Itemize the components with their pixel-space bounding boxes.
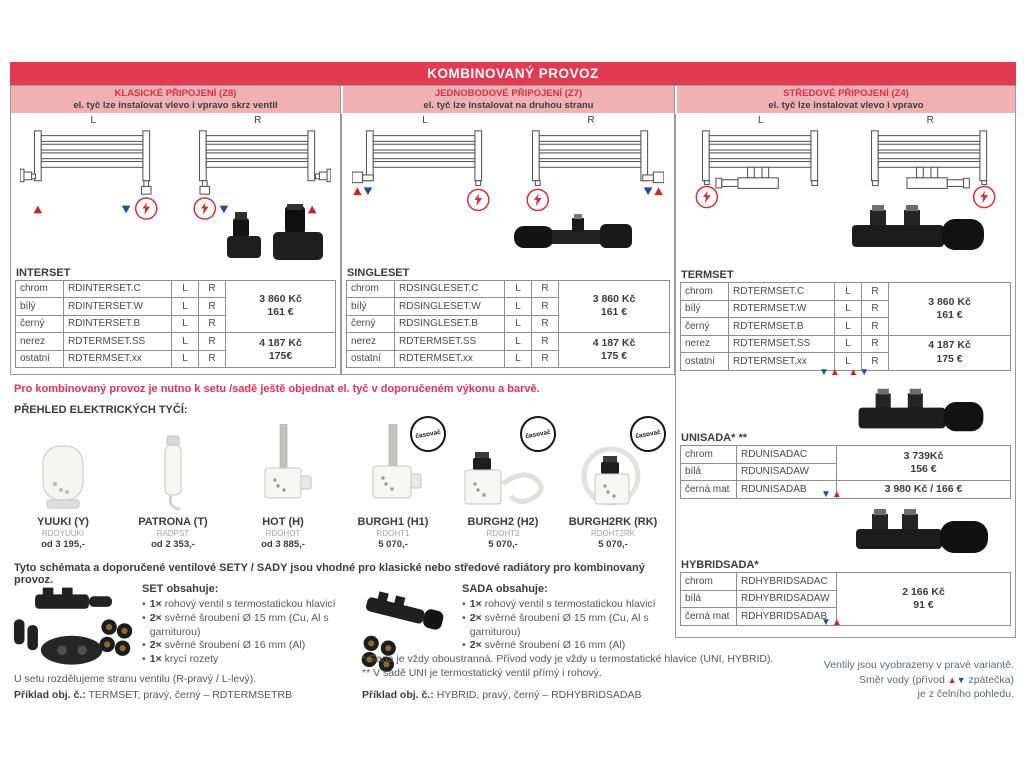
table-row: nerez RDTERMSET.SS L R 4 187 Kč 175€ bbox=[16, 333, 336, 351]
table-row: černý RDTERMSET.B L R bbox=[681, 318, 1011, 336]
radiator-diagram-left bbox=[349, 115, 501, 223]
column-title: KLASICKÉ PŘIPOJENÍ (Z8) bbox=[114, 88, 237, 99]
diagram-left-label: L bbox=[422, 115, 428, 126]
return-arrow-icon bbox=[644, 187, 653, 195]
timer-stamp-icon: časovač bbox=[627, 413, 669, 455]
singleset-table bbox=[346, 280, 670, 369]
code-cell: RDTERMSET.xx bbox=[64, 350, 172, 368]
price-cell: 3 739Kč 156 € bbox=[837, 446, 1011, 481]
price-cell: 4 187 Kč 175 € bbox=[559, 333, 670, 368]
table-row: ostatní RDTERMSET.xx L R bbox=[681, 353, 1011, 371]
order-example: Příklad obj. č.: TERMSET, pravý, černý – RDTERMSETRB bbox=[14, 688, 293, 701]
page-title: KOMBINOVANÝ PROVOZ bbox=[427, 66, 599, 81]
valve-view-note-2: Směr vody (přívod ▲▼ zpátečka) bbox=[859, 673, 1014, 686]
left-footnote bbox=[14, 672, 354, 704]
rod-burgh2rk: časovač BURGH2RK (RK) RDOHT2RK 5 070,- bbox=[558, 420, 668, 550]
return-arrow-icon: ▼ bbox=[821, 617, 832, 628]
singleset-product-photo bbox=[514, 214, 639, 265]
valve-view-note-1: Ventily jsou vyobrazeny v pravé variantě. bbox=[823, 659, 1014, 671]
column-subtitle: el. tyč lze instalovat na druhou stranu bbox=[423, 100, 594, 111]
list-item: • 2× svěrné šroubení Ø 16 mm (Al) bbox=[462, 639, 677, 653]
set-kit-photo bbox=[12, 586, 137, 677]
table-row: bílý RDSINGLESET.W L R bbox=[347, 298, 670, 316]
table-row: nerez RDTERMSET.SS L R 4 187 Kč 175 € bbox=[347, 333, 670, 351]
code-cell: RDINTERSET.B bbox=[64, 315, 172, 333]
interset-product-photo bbox=[223, 204, 333, 271]
electric-rods-row bbox=[8, 420, 670, 550]
price-cell: 4 187 Kč 175 € bbox=[889, 335, 1011, 370]
table-row: černá mat RDHYBRIDSADAB bbox=[681, 608, 1011, 626]
flow-direction-arrows bbox=[821, 489, 843, 500]
column-subtitle: el. tyč lze instalovat vlevo i vpravo bbox=[768, 100, 924, 111]
diagram-left-label: L bbox=[757, 115, 764, 126]
diagram-left-label: L bbox=[90, 115, 97, 126]
column-title: STŘEDOVÉ PŘIPOJENÍ (Z4) bbox=[783, 88, 909, 99]
diagram-right-label: R bbox=[587, 115, 595, 126]
patrona-photo bbox=[141, 420, 205, 514]
table-row: ostatní RDTERMSET.xx L R bbox=[16, 350, 336, 368]
timer-stamp-icon: časovač bbox=[517, 413, 559, 455]
connection-diagram-z7 bbox=[342, 114, 674, 223]
list-item: • 1× rohový ventil s termostatickou hlavicí bbox=[142, 598, 367, 612]
flow-direction-arrows bbox=[821, 617, 843, 628]
return-arrow-icon bbox=[364, 187, 373, 195]
page-title-bar bbox=[10, 62, 1016, 85]
table-row: černý RDSINGLESET.B L R bbox=[347, 315, 670, 333]
supply-arrow-icon: ▲ bbox=[947, 674, 957, 685]
return-arrow-icon: ▼ bbox=[956, 674, 966, 685]
column-klasicke-z8 bbox=[10, 85, 341, 375]
radiator-diagram-right bbox=[515, 115, 667, 223]
color-cell: ostatní bbox=[16, 350, 64, 368]
table-row: černá mat RDUNISADAB 3 980 Kč / 166 € bbox=[681, 481, 1011, 499]
price-cell: 2 166 Kč 91 € bbox=[837, 573, 1011, 626]
rods-heading: PŘEHLED ELEKTRICKÝCH TYČÍ: bbox=[14, 404, 188, 416]
sada-contents-heading: SADA obsahuje: bbox=[462, 583, 548, 595]
radiator-schematic-icon bbox=[688, 127, 834, 221]
product-name: HYBRIDSADA* bbox=[681, 559, 759, 571]
radiator-diagram-left bbox=[685, 115, 837, 223]
product-name: SINGLESET bbox=[347, 266, 410, 279]
list-item: • 1× krycí rozety bbox=[142, 653, 367, 667]
flow-direction-arrows bbox=[819, 367, 870, 378]
table-row: chrom RDSINGLESET.C L R 3 860 Kč 161 € bbox=[347, 280, 670, 298]
color-cell: bílý bbox=[16, 298, 64, 316]
set-contents-heading: SET obsahuje: bbox=[142, 583, 219, 595]
hot-photo bbox=[251, 420, 315, 514]
return-arrow-icon: ▼ bbox=[819, 367, 830, 378]
supply-arrow-icon bbox=[353, 187, 362, 195]
diagram-right-label: R bbox=[926, 115, 934, 126]
product-name: UNISADA* ** bbox=[681, 432, 748, 444]
code-cell: RDINTERSET.W bbox=[64, 298, 172, 316]
singleset-table-block bbox=[346, 267, 670, 369]
left-cell: L bbox=[172, 280, 199, 298]
hybridsada-table-block bbox=[680, 559, 1011, 626]
column-title: JEDNOBODOVÉ PŘIPOJENÍ (Z7) bbox=[434, 88, 583, 99]
list-item: • 2× svěrné šroubení Ø 16 mm (Al) bbox=[142, 639, 367, 653]
table-row: chrom RDHYBRIDSADAC 2 166 Kč 91 € bbox=[681, 573, 1011, 591]
supply-arrow-icon: ▲ bbox=[848, 367, 860, 378]
table-row: ostatní RDTERMSET.xx L R bbox=[347, 350, 670, 368]
rod-patrona: PATRONA (T) RADPST od 2 353,- bbox=[118, 420, 228, 550]
supply-arrow-icon bbox=[654, 187, 663, 195]
interset-table bbox=[15, 280, 336, 369]
list-item: • 2× svěrné šroubení Ø 15 mm (Cu, Al s garniturou) bbox=[142, 612, 367, 639]
color-cell: černý bbox=[16, 315, 64, 333]
color-cell: chrom bbox=[16, 280, 64, 298]
sets-note: Tyto schémata a doporučené ventilové SETY / SADY jsou vhodné pro klasické nebo středové radiátory pro kombinovaný provoz. bbox=[14, 562, 645, 586]
sada-contents-box bbox=[462, 582, 677, 653]
price-cell: 3 860 Kč 161 € bbox=[226, 280, 336, 333]
valve-view-note-3: je z čelního pohledu. bbox=[917, 688, 1014, 701]
price-cell: 3 980 Kč / 166 € bbox=[837, 481, 1011, 499]
hybridsada-product-photo bbox=[854, 504, 999, 564]
table-row: nerez RDTERMSET.SS L R 4 187 Kč 175 € bbox=[681, 335, 1011, 353]
column-header bbox=[675, 86, 1015, 114]
valve-side-note: U setu rozdělujeme stranu ventilu (R-pravý / L-levý). bbox=[14, 673, 257, 685]
hybridsada-table bbox=[680, 572, 1011, 626]
yuuki-photo bbox=[31, 420, 95, 514]
table-row: bílý RDINTERSET.W L R bbox=[16, 298, 336, 316]
termset-table bbox=[680, 282, 1011, 371]
price-cell: 3 860 Kč 161 € bbox=[559, 280, 670, 333]
sada-note-1: * Sada je vždy oboustranná. Přívod vody je vždy u termostatické hlavice (UNI, HYBRID). bbox=[362, 653, 774, 665]
code-cell: RDTERMSET.SS bbox=[64, 333, 172, 351]
set-contents-box bbox=[142, 582, 367, 667]
table-row: bílý RDTERMSET.W L R bbox=[681, 300, 1011, 318]
middle-footnote bbox=[362, 652, 792, 703]
product-name: INTERSET bbox=[16, 266, 71, 279]
return-arrow-icon: ▼ bbox=[859, 367, 871, 378]
termset-table-block bbox=[680, 269, 1011, 371]
unisada-table-block bbox=[680, 432, 1011, 499]
column-header bbox=[11, 86, 340, 114]
price-cell: 3 860 Kč 161 € bbox=[889, 283, 1011, 336]
column-stredove-z4 bbox=[675, 85, 1016, 638]
column-jednobodove-z7 bbox=[341, 85, 675, 375]
right-cell: R bbox=[199, 280, 226, 298]
radiator-schematic-icon bbox=[518, 127, 664, 221]
rod-burgh2: časovač BURGH2 (H2) RDOHT2 5 070,- bbox=[448, 420, 558, 550]
timer-stamp-icon: časovač bbox=[407, 413, 449, 455]
rod-burgh1: časovač BURGH1 (H1) RDOHT1 5 070,- bbox=[338, 420, 448, 550]
return-arrow-icon: ▼ bbox=[821, 489, 832, 500]
code-cell: RDINTERSET.C bbox=[64, 280, 172, 298]
rod-yuuki: YUUKI (Y) RDOYUUKI od 3 195,- bbox=[8, 420, 118, 550]
table-row: bílá RDUNISADAW bbox=[681, 463, 1011, 481]
price-cell: 4 187 Kč 175€ bbox=[226, 333, 336, 368]
table-row bbox=[16, 280, 336, 298]
column-header bbox=[341, 86, 674, 114]
table-row: chrom RDTERMSET.C L R 3 860 Kč 161 € bbox=[681, 283, 1011, 301]
radiator-schematic-icon bbox=[20, 127, 166, 221]
table-row: chrom RDUNISADAC 3 739Kč 156 € bbox=[681, 446, 1011, 464]
diagram-right-label: R bbox=[254, 115, 262, 126]
radiator-schematic-icon bbox=[352, 127, 498, 221]
column-subtitle: el. tyč lze instalovat vlevo i vpravo skrz ventil bbox=[73, 100, 278, 111]
rods-intro-note: Pro kombinovaný provoz je nutno k setu /sadě ještě objednat el. tyč v doporučeném výkonu a barvě. bbox=[14, 383, 540, 395]
supply-arrow-icon: ▲ bbox=[831, 489, 843, 500]
color-cell: nerez bbox=[16, 333, 64, 351]
return-arrow-icon bbox=[122, 206, 131, 214]
list-item: • 1× rohový ventil s termostatickou hlavicí bbox=[462, 598, 677, 612]
list-item: • 2× svěrné šroubení Ø 15 mm (Cu, Al s garniturou) bbox=[462, 612, 677, 639]
termset-product-photo bbox=[848, 200, 988, 260]
supply-arrow-icon: ▲ bbox=[829, 367, 841, 378]
supply-arrow-icon bbox=[34, 206, 43, 214]
right-footnote bbox=[799, 658, 1014, 702]
supply-arrow-icon: ▲ bbox=[831, 617, 843, 628]
unisada-table bbox=[680, 445, 1011, 499]
product-name: TERMSET bbox=[681, 269, 734, 281]
rod-hot: HOT (H) RDOHOT od 3 885,- bbox=[228, 420, 338, 550]
radiator-diagram-left bbox=[17, 115, 169, 223]
table-row: černý RDINTERSET.B L R bbox=[16, 315, 336, 333]
order-example: Příklad obj. č.: HYBRID, pravý, černý – RDHYBRIDSADAB bbox=[362, 689, 642, 702]
interset-table-block bbox=[15, 267, 336, 369]
table-row: bílá RDHYBRIDSADAW bbox=[681, 590, 1011, 608]
sada-note-2: ** V sadě UNI je termostatický ventil přímý i rohový. bbox=[362, 667, 602, 680]
